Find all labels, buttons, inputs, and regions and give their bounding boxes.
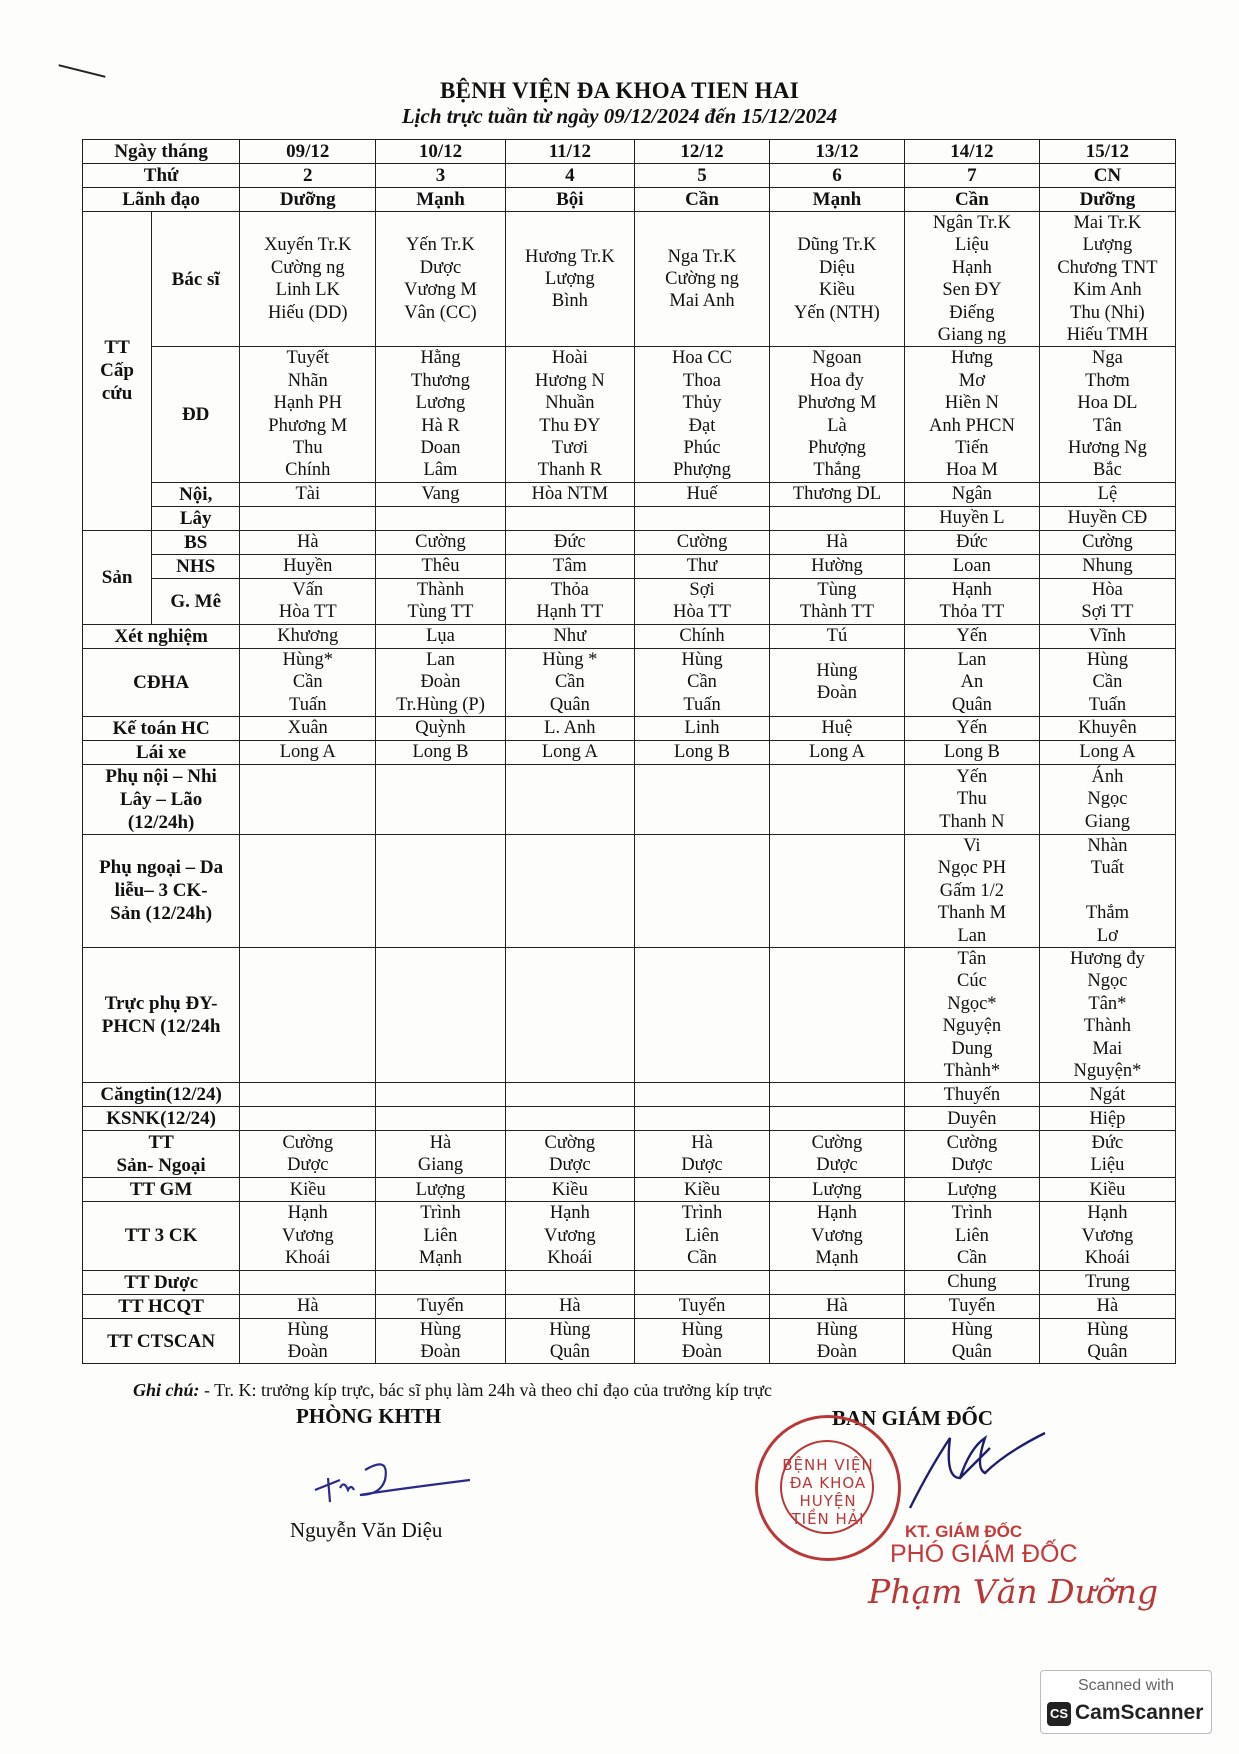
schedule-cell: [240, 1107, 376, 1131]
schedule-cell: Cần: [904, 188, 1039, 212]
schedule-cell: [376, 834, 505, 947]
row-label: TT HCQT: [83, 1294, 240, 1318]
schedule-row: [83, 1178, 1176, 1202]
schedule-cell: Như: [505, 624, 634, 648]
schedule-cell: Hạnh Vương Khoái: [505, 1202, 634, 1270]
schedule-cell: [505, 834, 634, 947]
schedule-row: [83, 347, 1176, 482]
group-label-cap-cuu: TT Cấp cứu: [83, 212, 152, 531]
schedule-cell: Vi Ngọc PH Gấm 1/2 Thanh M Lan: [904, 834, 1039, 947]
row-label: KSNK(12/24): [83, 1107, 240, 1131]
schedule-cell: Chính: [635, 624, 770, 648]
schedule-cell: Tùng Thành TT: [769, 578, 904, 624]
schedule-title: Lịch trực tuần từ ngày 09/12/2024 đến 15/12/2024: [401, 104, 838, 128]
schedule-cell: [505, 1270, 634, 1294]
row-label: Kế toán HC: [83, 716, 240, 740]
schedule-cell: Cường: [635, 530, 770, 554]
schedule-cell: Long B: [904, 740, 1039, 764]
schedule-cell: Long A: [1039, 740, 1175, 764]
right-signer-name: Phạm Văn Dưỡng: [868, 1572, 1159, 1611]
schedule-cell: Lượng: [904, 1178, 1039, 1202]
schedule-cell: Kiều: [505, 1178, 634, 1202]
seal-line: HUYỆN: [799, 1492, 857, 1510]
left-signature-title: PHÒNG KHTH: [296, 1404, 442, 1428]
schedule-cell: Hùng Quân: [505, 1318, 634, 1364]
schedule-cell: Kiều: [635, 1178, 770, 1202]
schedule-cell: Vĩnh: [1039, 624, 1175, 648]
schedule-cell: Mạnh: [376, 188, 505, 212]
schedule-cell: Mạnh: [769, 188, 904, 212]
schedule-cell: [505, 947, 634, 1082]
schedule-cell: Hạnh Vương Mạnh: [769, 1202, 904, 1270]
watermark-line1: Scanned with: [1077, 1677, 1175, 1694]
schedule-cell: Cần: [635, 188, 770, 212]
schedule-row: [83, 1318, 1176, 1364]
schedule-cell: Tân Cúc Ngọc* Nguyện Dung Thành*: [904, 947, 1039, 1082]
schedule-cell: Thêu: [376, 554, 505, 578]
schedule-cell: [769, 506, 904, 530]
schedule-cell: Lan Đoàn Tr.Hùng (P): [376, 648, 505, 716]
schedule-cell: Hùng* Cần Tuấn: [240, 648, 376, 716]
schedule-cell: Ngân: [904, 482, 1039, 506]
schedule-row: [83, 1083, 1176, 1107]
schedule-cell: 11/12: [505, 140, 634, 164]
schedule-cell: Hùng * Cần Quân: [505, 648, 634, 716]
schedule-cell: Hạnh Vương Khoái: [1039, 1202, 1175, 1270]
schedule-cell: Huệ: [769, 716, 904, 740]
schedule-cell: Sợi Hòa TT: [635, 578, 770, 624]
schedule-cell: Kiều: [240, 1178, 376, 1202]
schedule-cell: Thỏa Hạnh TT: [505, 578, 634, 624]
schedule-cell: [376, 764, 505, 834]
schedule-cell: [240, 1270, 376, 1294]
schedule-cell: [505, 1083, 634, 1107]
left-signer-name: Nguyễn Văn Diệu: [290, 1518, 443, 1542]
footnote-text: - Tr. K: trưởng kíp trực, bác sĩ phụ làm 24h và theo chỉ đạo của trưởng kíp trực: [199, 1380, 772, 1400]
schedule-cell: [505, 506, 634, 530]
footnote-label: Ghi chú:: [133, 1380, 200, 1400]
schedule-cell: Dũng Tr.K Diệu Kiều Yến (NTH): [769, 212, 904, 347]
schedule-cell: Yến Thu Thanh N: [904, 764, 1039, 834]
schedule-row: [83, 624, 1176, 648]
schedule-cell: [769, 1107, 904, 1131]
schedule-cell: Quỳnh: [376, 716, 505, 740]
row-label: Lây: [152, 506, 240, 530]
schedule-cell: Ngân Tr.K Liệu Hạnh Sen ĐY Điếng Giang ng: [904, 212, 1039, 347]
schedule-cell: Tuyển: [904, 1294, 1039, 1318]
schedule-row: [83, 212, 1176, 347]
schedule-cell: Hà Dược: [635, 1131, 770, 1178]
row-label: Phụ ngoại – Da liễu– 3 CK- Sản (12/24h): [83, 834, 240, 947]
row-label: Xét nghiệm: [83, 624, 240, 648]
schedule-cell: Hương đy Ngọc Tân* Thành Mai Nguyện*: [1039, 947, 1175, 1082]
schedule-cell: Long A: [769, 740, 904, 764]
schedule-cell: Hoài Hương N Nhuần Thu ĐY Tươi Thanh R: [505, 347, 634, 482]
schedule-cell: Long A: [240, 740, 376, 764]
schedule-cell: Nga Tr.K Cường ng Mai Anh: [635, 212, 770, 347]
schedule-cell: [769, 834, 904, 947]
schedule-cell: 7: [904, 164, 1039, 188]
schedule-cell: [376, 506, 505, 530]
schedule-cell: [635, 834, 770, 947]
schedule-cell: Thành Tùng TT: [376, 578, 505, 624]
schedule-cell: Kiều: [1039, 1178, 1175, 1202]
schedule-cell: Thương DL: [769, 482, 904, 506]
duty-schedule-table: [82, 139, 1176, 1364]
schedule-cell: Xuân: [240, 716, 376, 740]
schedule-cell: Huế: [635, 482, 770, 506]
schedule-cell: [240, 834, 376, 947]
row-label: TT Dược: [83, 1270, 240, 1294]
schedule-cell: [240, 1083, 376, 1107]
schedule-cell: Cường Dược: [505, 1131, 634, 1178]
schedule-cell: L. Anh: [505, 716, 634, 740]
schedule-cell: Tuyển: [635, 1294, 770, 1318]
schedule-cell: Hùng Đoàn: [635, 1318, 770, 1364]
schedule-cell: 5: [635, 164, 770, 188]
acting-director-label: KT. GIÁM ĐỐC: [905, 1522, 1023, 1541]
schedule-row: [83, 1202, 1176, 1270]
schedule-cell: Mai Tr.K Lượng Chương TNT Kim Anh Thu (Nhi) Hiếu TMH: [1039, 212, 1175, 347]
schedule-cell: Long B: [635, 740, 770, 764]
schedule-row: [83, 482, 1176, 506]
row-label: Ngày tháng: [83, 140, 240, 164]
schedule-row: [83, 764, 1176, 834]
hospital-name: BỆNH VIỆN ĐA KHOA TIEN HAI: [439, 78, 800, 103]
schedule-cell: Tú: [769, 624, 904, 648]
schedule-cell: Hưng Mơ Hiền N Anh PHCN Tiến Hoa M: [904, 347, 1039, 482]
row-label: TT GM: [83, 1178, 240, 1202]
schedule-cell: Long A: [505, 740, 634, 764]
schedule-cell: Ngoan Hoa đy Phương M Là Phượng Thắng: [769, 347, 904, 482]
schedule-cell: Cường Dược: [904, 1131, 1039, 1178]
schedule-cell: Hòa Sợi TT: [1039, 578, 1175, 624]
schedule-cell: Cường Dược: [240, 1131, 376, 1178]
schedule-cell: Trình Liên Cần: [904, 1202, 1039, 1270]
schedule-cell: Dưỡng: [1039, 188, 1175, 212]
schedule-cell: Hòa NTM: [505, 482, 634, 506]
row-label: Lái xe: [83, 740, 240, 764]
schedule-cell: Nhàn Tuất Thắm Lơ: [1039, 834, 1175, 947]
schedule-cell: Duyên: [904, 1107, 1039, 1131]
schedule-cell: Hương Tr.K Lượng Bình: [505, 212, 634, 347]
schedule-cell: Hường: [769, 554, 904, 578]
seal-line: BỆNH VIỆN: [782, 1456, 874, 1474]
schedule-cell: Bội: [505, 188, 634, 212]
schedule-cell: Dưỡng: [240, 188, 376, 212]
schedule-cell: [635, 506, 770, 530]
schedule-row: [83, 530, 1176, 554]
row-label: Thứ: [83, 164, 240, 188]
schedule-cell: Huyền L: [904, 506, 1039, 530]
schedule-row: [83, 506, 1176, 530]
schedule-cell: Long B: [376, 740, 505, 764]
row-label: Bác sĩ: [152, 212, 240, 347]
schedule-cell: [376, 1107, 505, 1131]
schedule-cell: Tuyển: [376, 1294, 505, 1318]
schedule-cell: [505, 1107, 634, 1131]
watermark-line2: CamScanner: [1075, 1701, 1204, 1724]
row-label: G. Mê: [152, 578, 240, 624]
seal-line: ĐA KHOA: [789, 1474, 867, 1492]
schedule-cell: Hà: [240, 530, 376, 554]
schedule-cell: Trung: [1039, 1270, 1175, 1294]
schedule-cell: Lệ: [1039, 482, 1175, 506]
group-label-san: Sản: [83, 530, 152, 624]
schedule-cell: Ánh Ngọc Giang: [1039, 764, 1175, 834]
row-label: Căngtin(12/24): [83, 1083, 240, 1107]
schedule-row: [83, 164, 1176, 188]
schedule-cell: Trình Liên Cần: [635, 1202, 770, 1270]
schedule-cell: 10/12: [376, 140, 505, 164]
row-label: CĐHA: [83, 648, 240, 716]
schedule-cell: Loan: [904, 554, 1039, 578]
schedule-cell: Hằng Thương Lương Hà R Doan Lâm: [376, 347, 505, 482]
schedule-cell: 4: [505, 164, 634, 188]
schedule-cell: Tài: [240, 482, 376, 506]
schedule-cell: Hạnh Vương Khoái: [240, 1202, 376, 1270]
row-label: TT CTSCAN: [83, 1318, 240, 1364]
schedule-cell: Hà: [1039, 1294, 1175, 1318]
schedule-cell: Thư: [635, 554, 770, 578]
schedule-cell: Hiệp: [1039, 1107, 1175, 1131]
schedule-cell: [769, 1270, 904, 1294]
row-label: Nội,: [152, 482, 240, 506]
schedule-cell: Khuyên: [1039, 716, 1175, 740]
schedule-cell: Yến: [904, 716, 1039, 740]
schedule-row: [83, 648, 1176, 716]
schedule-cell: [635, 1270, 770, 1294]
schedule-cell: Hùng Đoàn: [769, 648, 904, 716]
schedule-cell: Xuyến Tr.K Cường ng Linh LK Hiếu (DD): [240, 212, 376, 347]
schedule-cell: Hùng Cần Tuấn: [1039, 648, 1175, 716]
scan-mark: [58, 64, 105, 78]
schedule-cell: 6: [769, 164, 904, 188]
handwritten-signature-left: [310, 1450, 490, 1510]
schedule-row: [83, 947, 1176, 1082]
schedule-cell: [240, 764, 376, 834]
schedule-cell: [769, 764, 904, 834]
schedule-cell: Yến: [904, 624, 1039, 648]
schedule-cell: Đức Liệu: [1039, 1131, 1175, 1178]
row-label: TT 3 CK: [83, 1202, 240, 1270]
schedule-cell: Hà Giang: [376, 1131, 505, 1178]
schedule-cell: Hùng Quân: [1039, 1318, 1175, 1364]
schedule-cell: Lượng: [376, 1178, 505, 1202]
schedule-cell: Hạnh Thỏa TT: [904, 578, 1039, 624]
schedule-cell: Tuyết Nhãn Hạnh PH Phương M Thu Chính: [240, 347, 376, 482]
schedule-cell: Chung: [904, 1270, 1039, 1294]
schedule-cell: Lụa: [376, 624, 505, 648]
schedule-row: [83, 1131, 1176, 1178]
schedule-cell: [240, 947, 376, 1082]
schedule-cell: [635, 1083, 770, 1107]
schedule-cell: Đức: [505, 530, 634, 554]
schedule-cell: [635, 947, 770, 1082]
footnote: [133, 1380, 772, 1401]
schedule-row: [83, 554, 1176, 578]
row-label: Phụ nội – Nhi Lây – Lão (12/24h): [83, 764, 240, 834]
schedule-cell: 13/12: [769, 140, 904, 164]
seal-line: TIỀN HẢI: [791, 1510, 865, 1528]
schedule-cell: 2: [240, 164, 376, 188]
row-label: ĐD: [152, 347, 240, 482]
camscanner-watermark: [1040, 1670, 1212, 1734]
schedule-cell: Hùng Quân: [904, 1318, 1039, 1364]
schedule-cell: Nga Thơm Hoa DL Tân Hương Ng Bắc: [1039, 347, 1175, 482]
schedule-row: [83, 716, 1176, 740]
schedule-row: [83, 1107, 1176, 1131]
handwritten-signature-right: [900, 1418, 1080, 1528]
schedule-cell: 15/12: [1039, 140, 1175, 164]
schedule-cell: [240, 506, 376, 530]
schedule-row: [83, 834, 1176, 947]
schedule-cell: Ngát: [1039, 1083, 1175, 1107]
schedule-cell: [769, 947, 904, 1082]
schedule-row: [83, 1294, 1176, 1318]
schedule-cell: 09/12: [240, 140, 376, 164]
camscanner-logo-icon: CS: [1047, 1702, 1071, 1726]
schedule-cell: Hà: [769, 530, 904, 554]
schedule-cell: Lan An Quân: [904, 648, 1039, 716]
schedule-cell: Cường Dược: [769, 1131, 904, 1178]
schedule-cell: Nhung: [1039, 554, 1175, 578]
row-label: Lãnh đạo: [83, 188, 240, 212]
schedule-cell: Lượng: [769, 1178, 904, 1202]
schedule-cell: Vấn Hòa TT: [240, 578, 376, 624]
schedule-row: [83, 578, 1176, 624]
schedule-row: [83, 188, 1176, 212]
schedule-cell: Hà: [769, 1294, 904, 1318]
schedule-cell: 12/12: [635, 140, 770, 164]
schedule-cell: 14/12: [904, 140, 1039, 164]
schedule-cell: [635, 764, 770, 834]
row-label: NHS: [152, 554, 240, 578]
schedule-cell: Hùng Cần Tuấn: [635, 648, 770, 716]
row-label: BS: [152, 530, 240, 554]
right-signature-title: BAN GIÁM ĐỐC: [832, 1406, 993, 1430]
official-seal: [755, 1415, 901, 1561]
schedule-row: [83, 140, 1176, 164]
schedule-cell: [505, 764, 634, 834]
schedule-cell: CN: [1039, 164, 1175, 188]
schedule-cell: Hà: [240, 1294, 376, 1318]
schedule-cell: Hoa CC Thoa Thủy Đạt Phúc Phượng: [635, 347, 770, 482]
schedule-cell: Khương: [240, 624, 376, 648]
schedule-cell: [376, 947, 505, 1082]
schedule-cell: Vang: [376, 482, 505, 506]
schedule-cell: Huyền: [240, 554, 376, 578]
schedule-cell: [635, 1107, 770, 1131]
schedule-cell: Tâm: [505, 554, 634, 578]
schedule-cell: Hùng Đoàn: [769, 1318, 904, 1364]
schedule-cell: Yến Tr.K Dược Vương M Vân (CC): [376, 212, 505, 347]
schedule-cell: Linh: [635, 716, 770, 740]
schedule-cell: Trình Liên Mạnh: [376, 1202, 505, 1270]
schedule-cell: Cường: [1039, 530, 1175, 554]
schedule-cell: Huyền CĐ: [1039, 506, 1175, 530]
schedule-cell: [376, 1083, 505, 1107]
schedule-cell: Hà: [505, 1294, 634, 1318]
schedule-row: [83, 740, 1176, 764]
schedule-cell: Thuyến: [904, 1083, 1039, 1107]
schedule-cell: Hùng Đoàn: [376, 1318, 505, 1364]
deputy-director-label: PHÓ GIÁM ĐỐC: [890, 1540, 1078, 1568]
row-label: TT Sản- Ngoại: [83, 1131, 240, 1178]
schedule-cell: Cường: [376, 530, 505, 554]
schedule-cell: [769, 1083, 904, 1107]
schedule-cell: 3: [376, 164, 505, 188]
schedule-cell: Hùng Đoàn: [240, 1318, 376, 1364]
schedule-cell: [376, 1270, 505, 1294]
schedule-cell: Đức: [904, 530, 1039, 554]
schedule-row: [83, 1270, 1176, 1294]
row-label: Trực phụ ĐY- PHCN (12/24h: [83, 947, 240, 1082]
